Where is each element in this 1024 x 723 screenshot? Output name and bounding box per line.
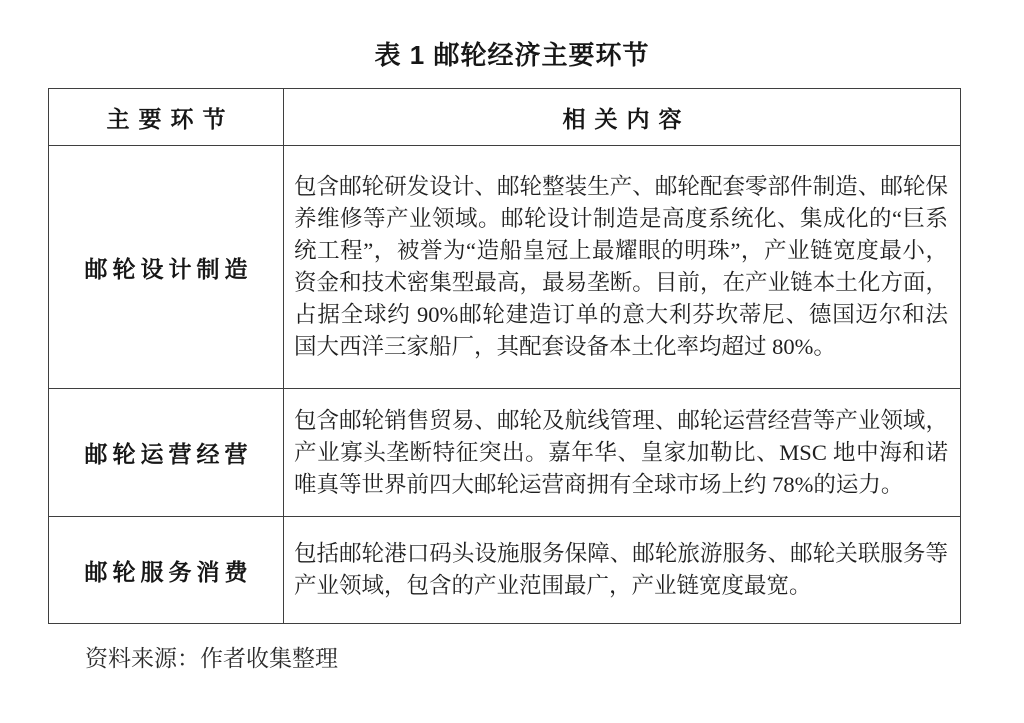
cruise-economy-table [48, 88, 961, 624]
table-row [49, 146, 961, 389]
row-label-operation-management: 邮轮运营经营 [49, 389, 284, 517]
column-header-main-segment: 主要环节 [49, 89, 284, 146]
source-note: 资料来源：作者收集整理 [85, 646, 338, 671]
row-content-operation-management: 包含邮轮销售贸易、邮轮及航线管理、邮轮运营经营等产业领域，产业寡头垄断特征突出。嘉年华、皇家加勒比、MSC 地中海和诺唯真等世界前四大邮轮运营商拥有全球市场上约 78%的运力。 [284, 389, 961, 517]
row-label-service-consumption: 邮轮服务消费 [49, 517, 284, 624]
table-row [49, 517, 961, 624]
table-caption: 表 1 邮轮经济主要环节 [374, 40, 650, 70]
row-content-design-manufacturing: 包含邮轮研发设计、邮轮整装生产、邮轮配套零部件制造、邮轮保养维修等产业领域。邮轮设计制造是高度系统化、集成化的“巨系统工程”，被誉为“造船皇冠上最耀眼的明珠”，产业链宽度最小，资金和技术密集型最高，最易垄断。目前，在产业链本土化方面，占据全球约 90%邮轮建造订单的意大利芬坎蒂尼、德国迈尔和法国大西洋三家船厂，其配套设备本土化率均超过 80%。 [284, 146, 961, 389]
table-header-row [49, 89, 961, 146]
row-label-design-manufacturing: 邮轮设计制造 [49, 146, 284, 389]
row-content-service-consumption: 包括邮轮港口码头设施服务保障、邮轮旅游服务、邮轮关联服务等产业领域，包含的产业范围最广，产业链宽度最宽。 [284, 517, 961, 624]
table-row [49, 389, 961, 517]
column-header-related-content: 相关内容 [284, 89, 961, 146]
